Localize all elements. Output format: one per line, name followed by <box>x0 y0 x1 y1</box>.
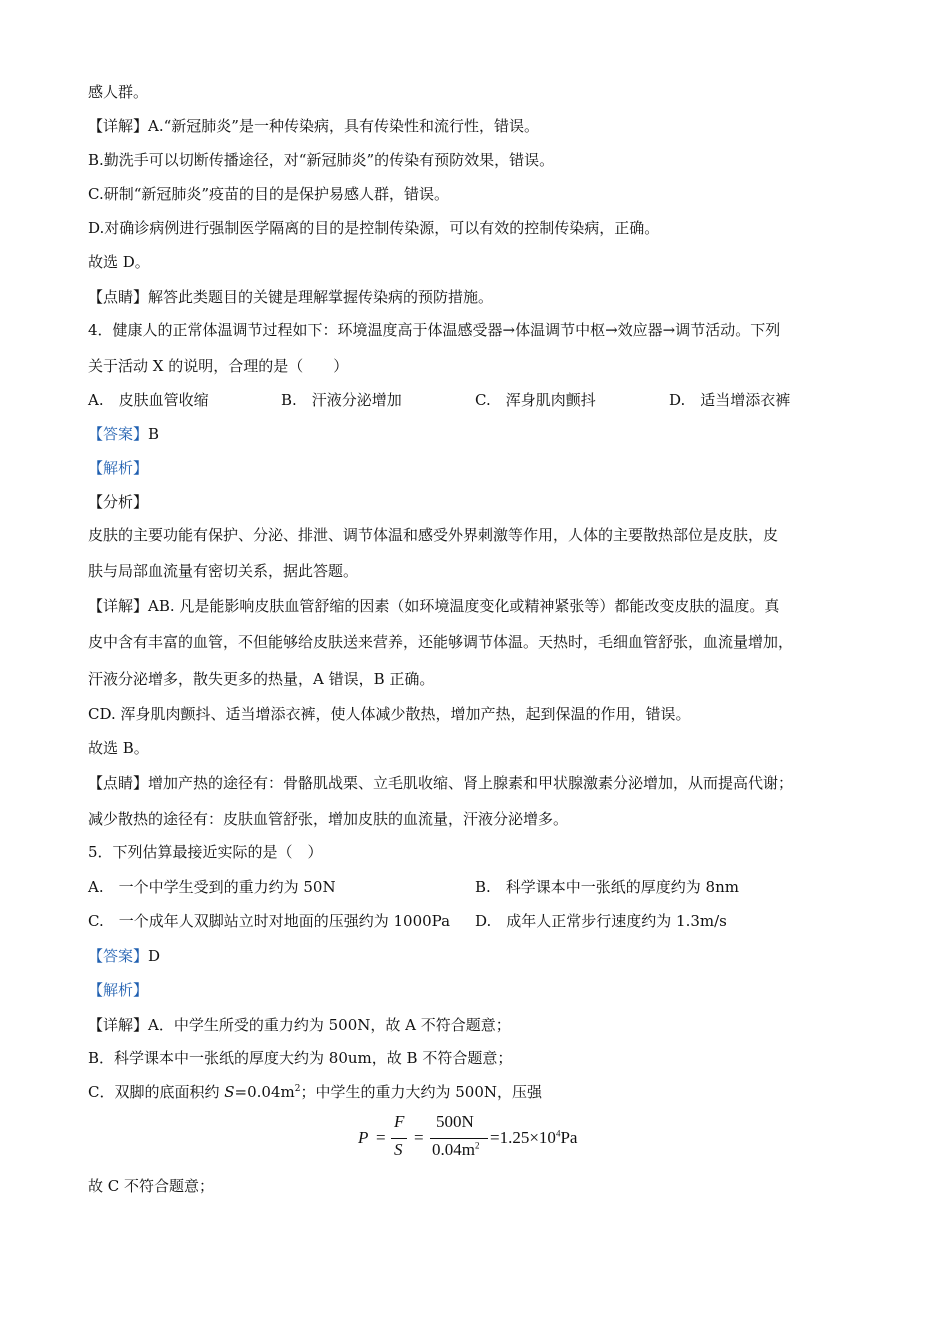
text-line: CD. 浑身肌肉颤抖、适当增添衣裤，使人体减少散热，增加产热，起到保温的作用，错误。 <box>88 705 691 723</box>
formula-p: P <box>358 1128 369 1147</box>
text-line: B.勤洗手可以切断传播途径，对“新冠肺炎”的传染有预防效果，错误。 <box>88 151 555 169</box>
text-line: 皮肤的主要功能有保护、分泌、排泄、调节体温和感受外界刺激等作用，人体的主要散热部位是皮肤，皮 <box>88 526 779 544</box>
formula-result <box>490 1128 577 1148</box>
detail-paragraph <box>88 596 779 616</box>
detail-tag: 【详解】 <box>88 597 149 615</box>
text-span: =0.04m <box>234 1083 295 1101</box>
formula-equals: = <box>414 1128 424 1147</box>
option-a: A. 皮肤血管收缩 <box>88 391 209 409</box>
option-d: D. 适当增添衣裤 <box>669 391 791 409</box>
text-line: 增加产热的途径有：骨骼肌战栗、立毛肌收缩、肾上腺素和甲状腺激素分泌增加，从而提高代谢； <box>148 774 794 792</box>
text-line: 感人群。 <box>88 83 149 101</box>
option-b: B. 科学课本中一张纸的厚度约为 8nm <box>475 878 739 896</box>
text-line: A.“新冠肺炎”是一种传染病，具有传染性和流行性，错误。 <box>148 117 539 135</box>
text-line: 解答此类题目的关键是理解掌握传染病的预防措施。 <box>148 288 494 306</box>
formula-f: F <box>394 1112 405 1131</box>
den-text: 0.04m <box>432 1140 475 1159</box>
formula-equals: = <box>376 1128 386 1147</box>
answer-value: D <box>148 947 161 965</box>
question-4-stem-cont: 关于活动 X 的说明，合理的是（ ） <box>88 357 349 375</box>
option-c: C. 浑身肌肉颤抖 <box>475 391 596 409</box>
fenxi-tag: 【分析】 <box>88 493 149 511</box>
result-text: =1.25×10 <box>490 1128 556 1147</box>
dianjing-tag: 【点睛】 <box>88 288 149 306</box>
superscript: 2 <box>294 1084 301 1094</box>
text-line: 故选 B。 <box>88 739 149 757</box>
fraction-bar <box>391 1138 407 1139</box>
answer-line <box>88 946 160 966</box>
option-a: A. 一个中学生受到的重力约为 50N <box>88 878 336 896</box>
answer-value: B <box>148 425 160 443</box>
formula-s: S <box>394 1140 403 1159</box>
question-5-stem: 5．下列估算最接近实际的是（ ） <box>88 843 323 861</box>
text-line: AB. 凡是能影响皮肤血管舒缩的因素（如环境温度变化或精神紧张等）都能改变皮肤的温度。真 <box>148 597 780 615</box>
text-line: 肤与局部血流量有密切关系，据此答题。 <box>88 562 359 580</box>
superscript: 2 <box>474 1140 480 1151</box>
fraction-bar <box>430 1138 488 1139</box>
analysis-tag: 【解析】 <box>88 981 149 999</box>
text-line: B．科学课本中一张纸的厚度大约为 80um，故 B 不符合题意； <box>88 1049 513 1067</box>
answer-line <box>88 424 159 444</box>
dianjing-paragraph <box>88 773 793 793</box>
dianjing-paragraph <box>88 287 493 307</box>
text-span: C．双脚的底面积约 <box>88 1083 225 1101</box>
text-line: A．中学生所受的重力约为 500N，故 A 不符合题意； <box>148 1016 511 1034</box>
text-line: 故 C 不符合题意； <box>88 1177 215 1195</box>
detail-tag: 【详解】 <box>88 117 149 135</box>
detail-tag: 【详解】 <box>88 1016 149 1034</box>
option-d: D. 成年人正常步行速度约为 1.3m/s <box>475 912 727 930</box>
superscript: 4 <box>555 1128 561 1139</box>
text-line <box>88 1082 542 1102</box>
option-c: C. 一个成年人双脚站立时对地面的压强约为 1000Pa <box>88 912 451 930</box>
question-4-stem: 4．健康人的正常体温调节过程如下：环境温度高于体温感受器→体温调节中枢→效应器→调节活动。下列 <box>88 321 781 339</box>
pressure-formula <box>356 1112 616 1168</box>
text-line: C.研制“新冠肺炎”疫苗的目的是保护易感人群，错误。 <box>88 185 450 203</box>
text-span: ；中学生的重力大约为 500N，压强 <box>300 1083 542 1101</box>
option-b: B. 汗液分泌增加 <box>281 391 402 409</box>
detail-paragraph <box>88 1015 511 1035</box>
var-s: S <box>224 1083 235 1101</box>
text-line: 减少散热的途径有：皮肤血管舒张，增加皮肤的血流量，汗液分泌增多。 <box>88 810 569 828</box>
text-line: D.对确诊病例进行强制医学隔离的目的是控制传染源，可以有效的控制传染病，正确。 <box>88 219 660 237</box>
formula-denominator <box>432 1140 479 1160</box>
detail-paragraph <box>88 116 539 136</box>
text-line: 汗液分泌增多，散失更多的热量，A 错误，B 正确。 <box>88 670 435 688</box>
answer-tag: 【答案】 <box>88 947 149 965</box>
analysis-tag: 【解析】 <box>88 459 149 477</box>
text-line: 皮中含有丰富的血管，不但能够给皮肤送来营养，还能够调节体温。天热时，毛细血管舒张，血流量增加， <box>88 633 794 651</box>
dianjing-tag: 【点睛】 <box>88 774 149 792</box>
formula-numerator: 500N <box>436 1112 474 1131</box>
text-line: 故选 D。 <box>88 253 150 271</box>
unit-text: Pa <box>560 1128 578 1147</box>
answer-tag: 【答案】 <box>88 425 149 443</box>
